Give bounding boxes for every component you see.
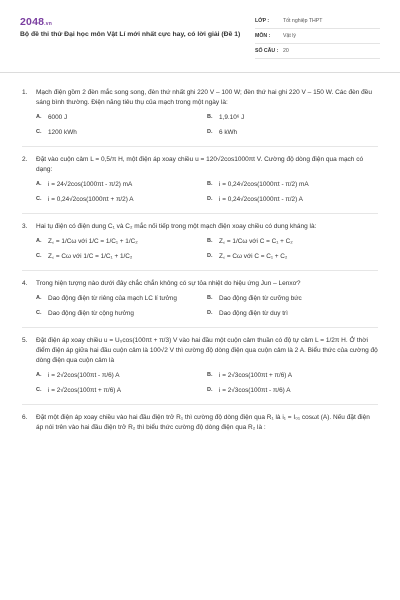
question-number: 4. — [22, 280, 28, 287]
question-text: Đặt một điện áp xoay chiều vào hai đầu điện trở R₁ thì cường độ dòng điện qua R₁ là i₁ = I₀₁ cosωt (A). Nếu đặt điện áp nói trên vào hai đầu điện trở R₂ thì biểu thức cường độ dòng điện qua R₂ là : — [36, 414, 370, 431]
option-text: i = 2√2cos(100πt - π/6) A — [48, 372, 120, 379]
option-label: A. — [36, 372, 42, 378]
answer-option[interactable] — [207, 128, 378, 137]
option-text: 1200 kWh — [48, 129, 77, 136]
meta-row-class — [255, 14, 380, 29]
document-header — [0, 0, 400, 62]
answer-options — [22, 294, 378, 318]
answer-options — [22, 113, 378, 137]
question-stem — [22, 222, 378, 232]
answer-option[interactable] — [36, 113, 207, 122]
question-4 — [0, 279, 400, 328]
option-label: D. — [207, 253, 213, 259]
option-label: C. — [36, 310, 42, 316]
option-text: i = 2√3cos(100πt - π/6) A — [219, 387, 291, 394]
option-label: C. — [36, 253, 42, 259]
option-text: Z꜀ = 1/Cω với C = C₁ + C₂ — [219, 238, 293, 245]
answer-option[interactable] — [207, 195, 378, 204]
option-label: A. — [36, 114, 42, 120]
option-text: 6000 J — [48, 114, 68, 121]
question-2 — [0, 155, 400, 214]
option-text: i = 2√2cos(100πt + π/6) A — [48, 387, 122, 394]
option-label: A. — [36, 181, 42, 187]
question-list — [0, 80, 400, 433]
option-text: Dao động điện từ cộng hưởng — [48, 310, 134, 317]
question-text: Mạch điện gồm 2 đèn mắc song song, đèn thứ nhất ghi 220 V – 100 W; đèn thứ hai ghi 220 V – 150 W. Các đèn đều sáng bình thường. Điện năng tiêu thụ của mạch trong một ngày là: — [36, 89, 372, 106]
answer-option[interactable] — [36, 128, 207, 137]
logo-text: 2048 — [20, 16, 45, 28]
question-number: 5. — [22, 337, 28, 344]
meta-value: Vật lý — [283, 33, 296, 39]
meta-row-count — [255, 44, 380, 59]
option-label: B. — [207, 181, 213, 187]
question-number: 1. — [22, 89, 28, 96]
answer-option[interactable] — [36, 371, 207, 380]
option-text: Z꜀ = 1/Cω với 1/C = 1/C₁ + 1/C₂ — [48, 238, 138, 245]
option-text: i = 0,24√2cos(1000πt + π/2) A — [48, 196, 134, 203]
meta-key: MÔN : — [255, 33, 271, 39]
option-label: D. — [207, 196, 213, 202]
header-divider — [0, 72, 400, 73]
meta-row-subject — [255, 29, 380, 44]
option-text: Z꜀ = Cω với 1/C = 1/C₁ + 1/C₂ — [48, 253, 133, 260]
option-label: B. — [207, 372, 213, 378]
meta-value: Tốt nghiệp THPT — [283, 18, 323, 24]
question-divider — [22, 327, 378, 328]
answer-option[interactable] — [36, 252, 207, 261]
question-text: Đặt vào cuộn cảm L = 0,5/π H, một điện áp xoay chiều u = 120√2cos1000πt V. Cường độ dòng điện qua mạch có dạng: — [36, 156, 364, 173]
option-label: A. — [36, 295, 42, 301]
option-label: C. — [36, 387, 42, 393]
option-text: Dao động điện từ riêng của mạch LC lí tưởng — [48, 295, 177, 302]
site-logo[interactable] — [20, 16, 52, 28]
meta-value: 20 — [283, 48, 289, 54]
answer-option[interactable] — [207, 180, 378, 189]
option-text: 6 kWh — [219, 129, 238, 136]
question-stem — [22, 155, 378, 175]
logo-suffix: .vn — [44, 21, 52, 27]
meta-info — [255, 14, 380, 59]
option-label: B. — [207, 238, 213, 244]
option-text: i = 2√3cos(100πt + π/6) A — [219, 372, 293, 379]
document-title: Bộ đề thi thử Đại học môn Vật Lí mới nhất cực hay, có lời giải (Đề 1) — [20, 31, 241, 38]
meta-key: SỐ CÂU : — [255, 48, 279, 54]
option-label: C. — [36, 196, 42, 202]
option-text: Dao động điện từ cưỡng bức — [219, 295, 302, 302]
answer-option[interactable] — [36, 386, 207, 395]
option-text: 1,9.10⁶ J — [219, 114, 245, 121]
answer-option[interactable] — [207, 294, 378, 303]
question-1 — [0, 88, 400, 147]
question-divider — [22, 404, 378, 405]
option-text: Z꜀ = Cω với C = C₁ + C₂ — [219, 253, 288, 260]
answer-option[interactable] — [36, 294, 207, 303]
option-text: i = 0,24√2cos(1000πt - π/2) mA — [219, 181, 309, 188]
answer-options — [22, 237, 378, 261]
option-label: A. — [36, 238, 42, 244]
option-label: B. — [207, 114, 213, 120]
question-stem — [22, 413, 378, 433]
question-number: 3. — [22, 223, 28, 230]
meta-key: LỚP : — [255, 18, 270, 24]
answer-option[interactable] — [36, 180, 207, 189]
answer-option[interactable] — [207, 371, 378, 380]
question-divider — [22, 270, 378, 271]
question-3 — [0, 222, 400, 271]
question-text: Hai tụ điện có điện dung C₁ và C₂ mắc nối tiếp trong một mạch điện xoay chiều có dung kháng là: — [36, 223, 317, 230]
question-6 — [0, 413, 400, 433]
option-text: i = 0,24√2cos(1000πt - π/2) A — [219, 196, 303, 203]
answer-option[interactable] — [207, 237, 378, 246]
answer-option[interactable] — [207, 309, 378, 318]
option-text: Dao động điện từ duy trì — [219, 310, 288, 317]
question-text: Trong hiện tượng nào dưới đây chắc chắn không có sự tỏa nhiệt do hiệu ứng Jun – Lenxơ? — [36, 280, 301, 287]
question-divider — [22, 146, 378, 147]
option-label: D. — [207, 387, 213, 393]
question-stem — [22, 88, 378, 108]
question-5 — [0, 336, 400, 405]
option-label: B. — [207, 295, 213, 301]
answer-option[interactable] — [207, 386, 378, 395]
answer-option[interactable] — [207, 252, 378, 261]
option-text: i = 24√2cos(1000πt - π/2) mA — [48, 181, 133, 188]
answer-option[interactable] — [207, 113, 378, 122]
question-number: 6. — [22, 414, 28, 421]
option-label: C. — [36, 129, 42, 135]
answer-option[interactable] — [36, 195, 207, 204]
answer-options — [22, 371, 378, 395]
question-divider — [22, 213, 378, 214]
answer-option[interactable] — [36, 237, 207, 246]
answer-options — [22, 180, 378, 204]
question-text: Đặt điện áp xoay chiều u = U₀cos(100πt + π/3) V vào hai đầu một cuộn cảm thuần có độ tự cảm L = 1/2π H. Ở thời điểm điện áp giữa hai đầu cuộn cảm là 100√2 V thì cường độ dòng điện qua cuộn cảm là 2 A. Biểu thức của cường độ dòng điện qua cuộn cảm là — [36, 337, 378, 364]
question-number: 2. — [22, 156, 28, 163]
question-stem — [22, 279, 378, 289]
answer-option[interactable] — [36, 309, 207, 318]
question-stem — [22, 336, 378, 366]
option-label: D. — [207, 129, 213, 135]
option-label: D. — [207, 310, 213, 316]
